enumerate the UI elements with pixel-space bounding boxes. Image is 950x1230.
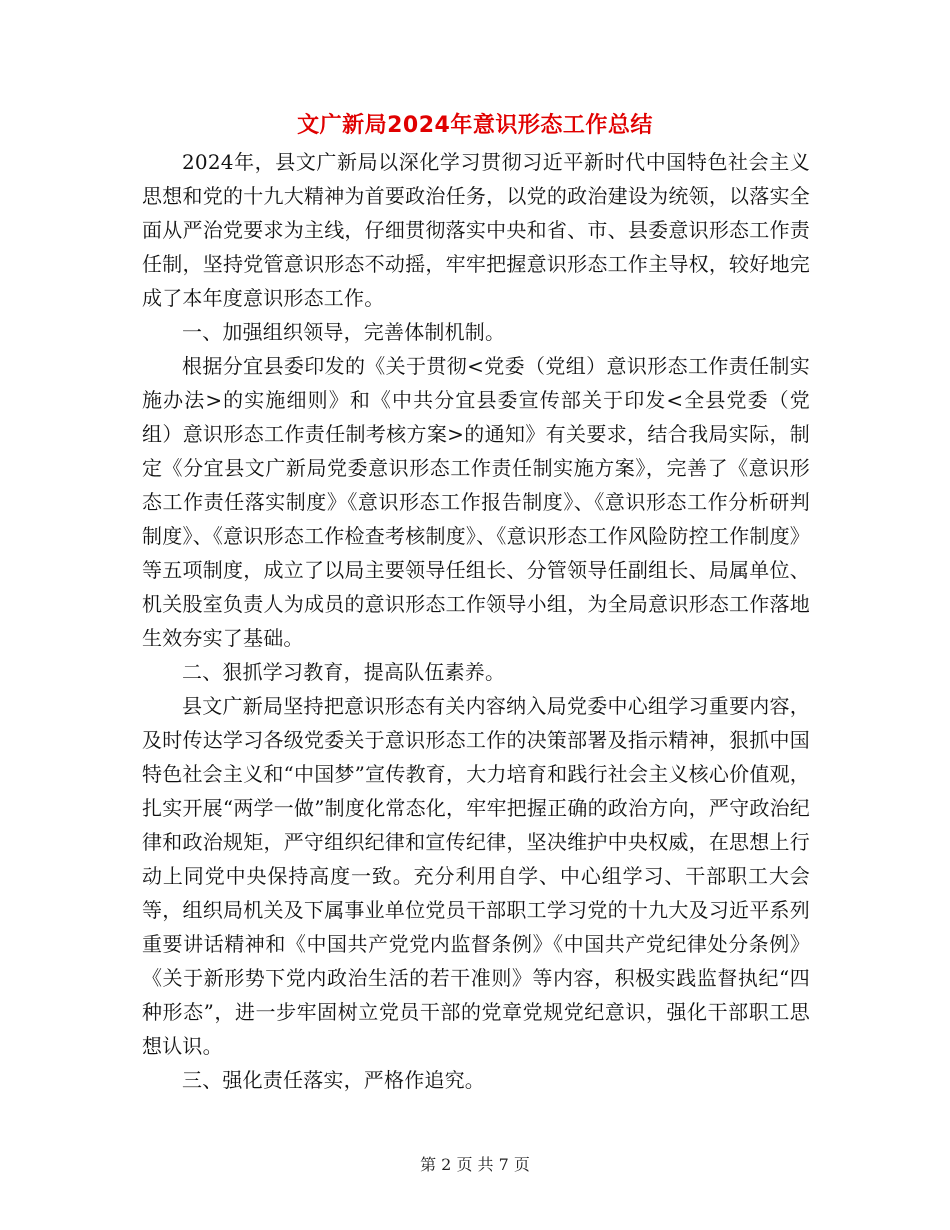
section-heading-3: 三、强化责任落实，严格作追究。 — [182, 1068, 485, 1092]
document-title: 文广新局2024年意识形态工作总结 — [297, 113, 653, 138]
section-heading-1: 一、加强组织领导，完善体制机制。 — [182, 320, 506, 344]
intro-paragraph: 2024年，县文广新局以深化学习贯彻习近平新时代中国特色社会主义思想和党的十九大精神为首要政治任务，以党的政治建设为统领，以落实全面从严治党要求为主线，仔细贯彻落实中央和省、市、县委意识形态工作责任制，坚持党管意识形态不动摇，牢牢把握意识形态工作主导权，较好地完成了本年度意识形态工作。 — [142, 150, 810, 310]
section-paragraph-1: 根据分宜县委印发的《关于贯彻<党委（党组）意识形态工作责任制实施办法>的实施细则》和《中共分宜县委宣传部关于印发<全县党委（党组）意识形态工作责任制考核方案>的通知》有关要求，结合我局实际，制定《分宜县文广新局党委意识形态工作责任制实施方案》，完善了《意识形态工作责任落实制度》《意识形态工作报告制度》、《意识形态工作分析研判制度》、《意识形态工作检查考核制度》、《意识形态工作风险防控工作制度》等五项制度，成立了以局主要领导任组长、分管领导任副组长、局属单位、机关股室负责人为成员的意识形态工作领导小组，为全局意识形态工作落地生效夯实了基础。 — [142, 354, 810, 650]
section-paragraph-2: 县文广新局坚持把意识形态有关内容纳入局党委中心组学习重要内容，及时传达学习各级党委关于意识形态工作的决策部署及指示精神，狠抓中国特色社会主义和“中国梦”宣传教育，大力培育和践行社会主义核心价值观，扎实开展“两学一做”制度化常态化，牢牢把握正确的政治方向，严守政治纪律和政治规矩，严守组织纪律和宣传纪律，坚决维护中央权威，在思想上行动上同党中央保持高度一致。充分利用自学、中心组学习、干部职工大会等，组织局机关及下属事业单位党员干部职工学习党的十九大及习近平系列重要讲话精神和《中国共产党党内监督条例》《中国共产党纪律处分条例》《关于新形势下党内政治生活的若干准则》等内容，积极实践监督执纪“四种形态”，进一步牢固树立党员干部的党章党规党纪意识，强化干部职工思想认识。 — [142, 694, 810, 1058]
page-number: 第 2 页 共 7 页 — [420, 1155, 530, 1174]
section-heading-2: 二、狠抓学习教育，提高队伍素养。 — [182, 660, 506, 684]
document-body — [142, 145, 810, 1097]
